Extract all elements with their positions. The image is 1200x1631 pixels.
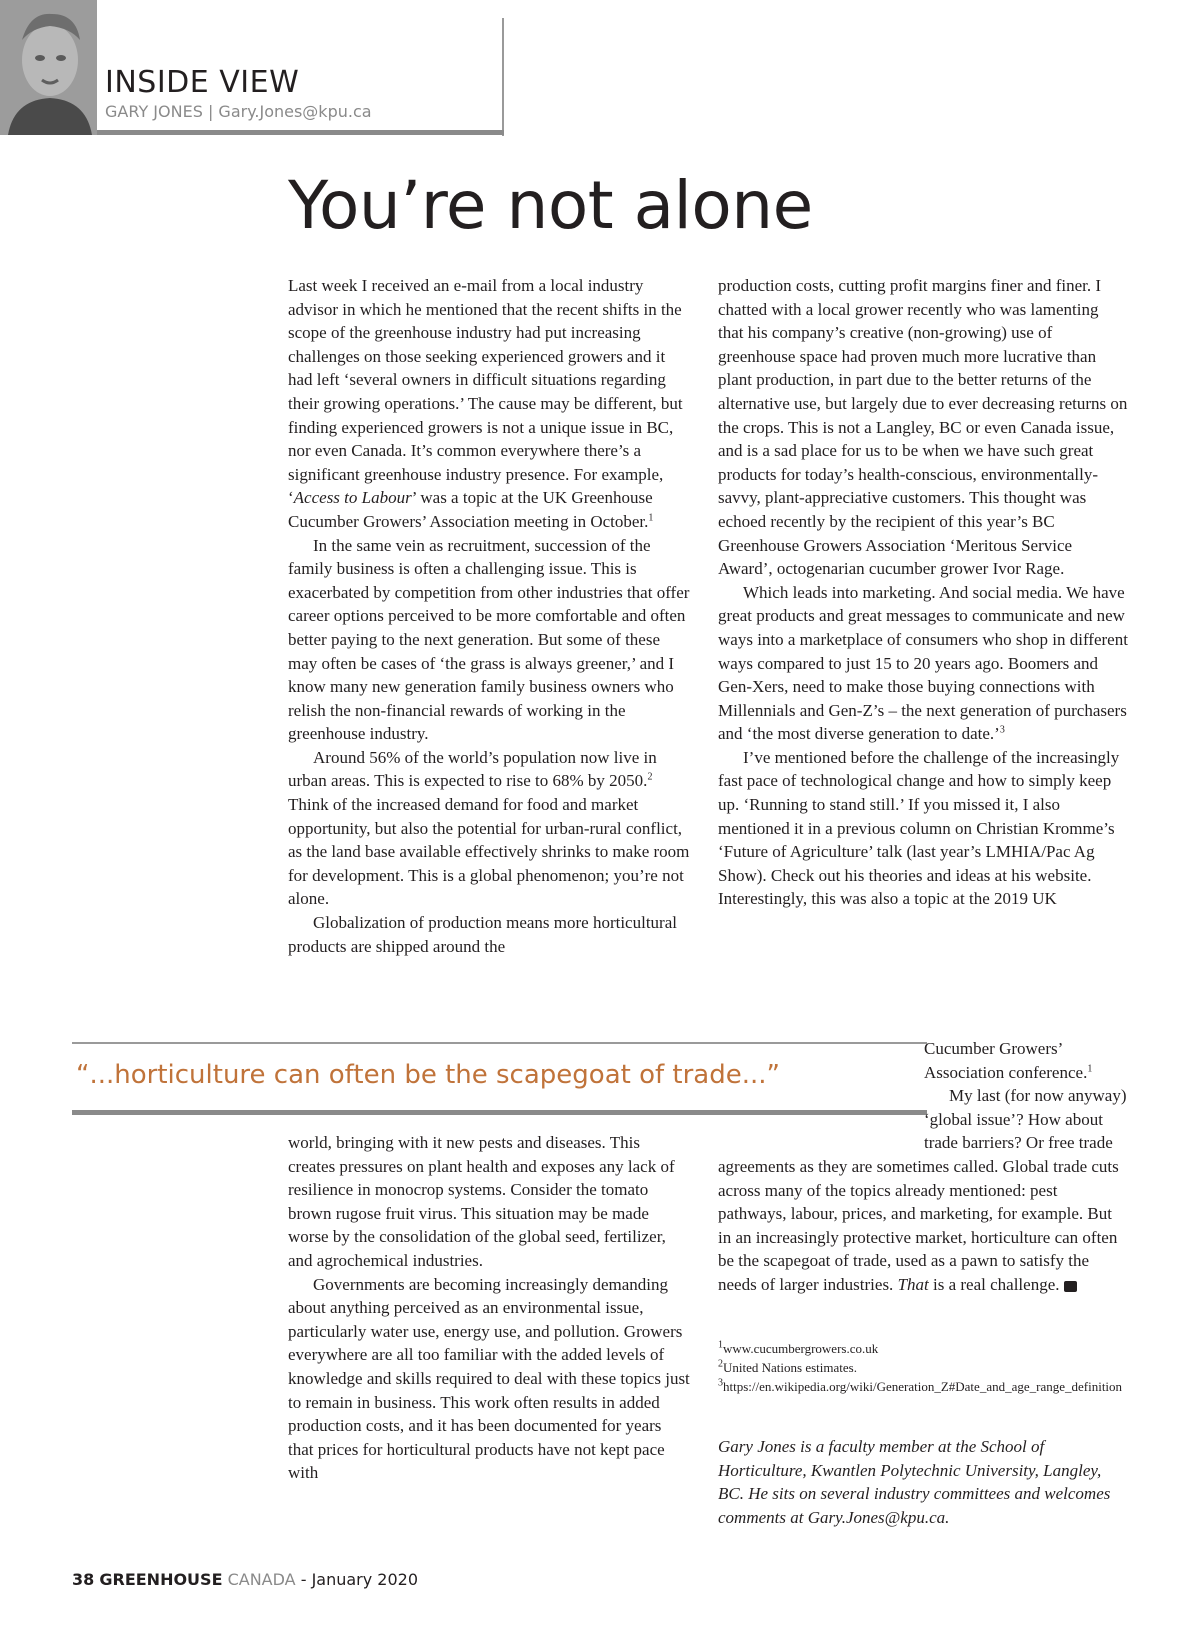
- footnote-text: United Nations estimates.: [723, 1360, 857, 1375]
- footnote-text: www.cucumbergrowers.co.uk: [723, 1341, 879, 1356]
- header-horizontal-rule: [97, 130, 504, 135]
- header-vertical-rule: [502, 18, 504, 136]
- paragraph: Globalization of production means more horticultural products are shipped around the: [288, 913, 677, 956]
- magazine-name: GREENHOUSE: [99, 1570, 223, 1589]
- footnote-number: 1: [718, 1339, 723, 1351]
- paragraph: world, bringing with it new pests and diseases. This creates pressures on plant health and exposes any lack of resilience in monocrop systems. Consider the tomato brown rugose fruit virus. This situation may be made worse by the consolidation of the global seed, fertilizer, and agrochemical industries.: [288, 1133, 675, 1270]
- page-number: 38: [72, 1570, 95, 1589]
- paragraph: In the same vein as recruitment, succession of the family business is often a challenging issue. This is exacerbated by competition from other industries that offer career options perceived to be more comfortable and often better paying to the next generation. But some of these may often be cases of ‘the grass is always greener,’ and I know many new generation family business owners who relish the non-financial rewards of working in the greenhouse industry.: [288, 535, 690, 744]
- article-title: You’re not alone: [288, 167, 813, 244]
- footnote-ref: 3: [999, 724, 1005, 736]
- article-column-1: [288, 274, 690, 958]
- footnote: [718, 1377, 1128, 1396]
- article-column-3: [288, 1131, 690, 1485]
- text-run: Which leads into marketing. And social media. We have great products and great messages to communicate and new ways into a marketplace of consumers who shop in different ways compared to just 15 to 20 years ago. Boomers and Gen-Xers, need to make those buying connections with Millennials and Gen-Z’s – the next generation of purchasers and ‘the most diverse generation to date.’: [718, 582, 1128, 744]
- author-portrait-icon: [0, 0, 97, 135]
- italic-run: That: [897, 1274, 929, 1294]
- footnote-ref: 1: [1087, 1062, 1093, 1074]
- footnote: [718, 1358, 1128, 1377]
- paragraph: production costs, cutting profit margins finer and finer. I chatted with a local grower recently who was lamenting that his company’s creative (non-growing) use of greenhouse space had proven much more lucrative than plant production, in part due to the better returns of the alternative use, but largely due to ever decreasing returns on the crops. This is not a Langley, BC or even Canada issue, and is a sad place for us to be when we have such great products for today’s health-conscious, environmentally-savvy, plant-appreciative customers. This thought was echoed recently by the recipient of this year’s BC Greenhouse Growers Association ‘Meritous Service Award’, octogenarian cucumber grower Ivor Rage.: [718, 276, 1128, 579]
- text-run: Think of the increased demand for food and market opportunity, but also the potential for urban-rural conflict, as the land base available effectively shrinks to make room for development. This is a global phenomenon; you’re not alone.: [288, 795, 690, 909]
- author-bio: Gary Jones is a faculty member at the School of Horticulture, Kwantlen Polytechnic University, Langley, BC. He sits on several industry committees and welcomes comments at Gary.Jones@kpu.ca.: [718, 1437, 1111, 1527]
- footnote-ref: 2: [647, 771, 653, 783]
- text-run: is a real challenge.: [928, 1274, 1060, 1294]
- article-column-2: [718, 274, 1128, 911]
- footnotes: [718, 1339, 1128, 1396]
- paragraph: Governments are becoming increasingly demanding about anything perceived as an environmental issue, particularly water use, energy use, and pollution. Growers everywhere are all too familiar with the added levels of knowledge and skills required to deal with these topics just to remain in business. This work often results in added production costs, and it has been documented for years that prices for horticultural products have not kept pace with: [288, 1274, 690, 1483]
- section-label: INSIDE VIEW: [105, 65, 300, 100]
- footnote-text: https://en.wikipedia.org/wiki/Generation_Z#Date_and_age_range_definition: [723, 1379, 1123, 1394]
- paragraph: I’ve mentioned before the challenge of the increasingly fast pace of technological change and how to simply keep up. ‘Running to stand still.’ If you missed it, I also mentioned it in a previous column on Christian Kromme’s ‘Future of Agriculture’ talk (last year’s LMHIA/Pac Ag Show). Check out his theories and ideas at his website. Interestingly, this was also a topic at the 2019 UK: [718, 747, 1120, 909]
- author-email: Gary.Jones@kpu.ca: [218, 102, 372, 121]
- byline: [105, 102, 372, 122]
- pullquote: “...horticulture can often be the scapegoat of trade...”: [76, 1060, 780, 1090]
- paragraph: [718, 581, 1128, 746]
- pullquote-wrap-spacer: [718, 1037, 924, 1140]
- article-column-4: [718, 1037, 1128, 1297]
- italic-run: Access to Labour: [293, 488, 412, 508]
- text-run: ’ was a topic at the UK Greenhouse Cucumber Growers’ Association meeting in October.: [288, 488, 653, 531]
- end-mark-icon: GC: [1064, 1281, 1077, 1292]
- text-run: Cucumber Growers’ Association conference.: [924, 1039, 1088, 1082]
- paragraph: [288, 274, 690, 534]
- issue-date: - January 2020: [300, 1570, 419, 1589]
- text-run: My last (for now anyway) ‘global issue’? How about trade barriers? Or free trade agreements as they are sometimes called. Global trade cuts across many of the topics already mentioned: pest pathways, labour, prices, and marketing, for example. But in an increasingly protective market, horticulture can often be the scapegoat of trade, used as a pawn to satisfy the needs of larger industries.: [718, 1086, 1127, 1294]
- text-run: Last week I received an e-mail from a local industry advisor in which he mentioned that the recent shifts in the scope of the greenhouse industry had put increasing challenges on those seeking experienced growers and it had left ‘several owners in difficult situations regarding their growing operations.’ The cause may be different, but finding experienced growers is not a unique issue in BC, nor even Canada. It’s common everywhere there’s a significant greenhouse industry presence. For example, ‘: [288, 276, 683, 508]
- byline-separator: |: [207, 102, 214, 121]
- footnote-ref: 1: [648, 512, 654, 524]
- magazine-name-suffix: CANADA: [227, 1570, 296, 1589]
- footnote-number: 2: [718, 1358, 723, 1370]
- footnote: [718, 1339, 1128, 1358]
- page-footer: [72, 1570, 418, 1590]
- author-name: GARY JONES: [105, 102, 203, 121]
- footnote-number: 3: [718, 1377, 723, 1389]
- paragraph: [288, 746, 690, 911]
- author-photo: [0, 0, 97, 135]
- text-run: Around 56% of the world’s population now live in urban areas. This is expected to rise to 68% by 2050.: [288, 747, 657, 791]
